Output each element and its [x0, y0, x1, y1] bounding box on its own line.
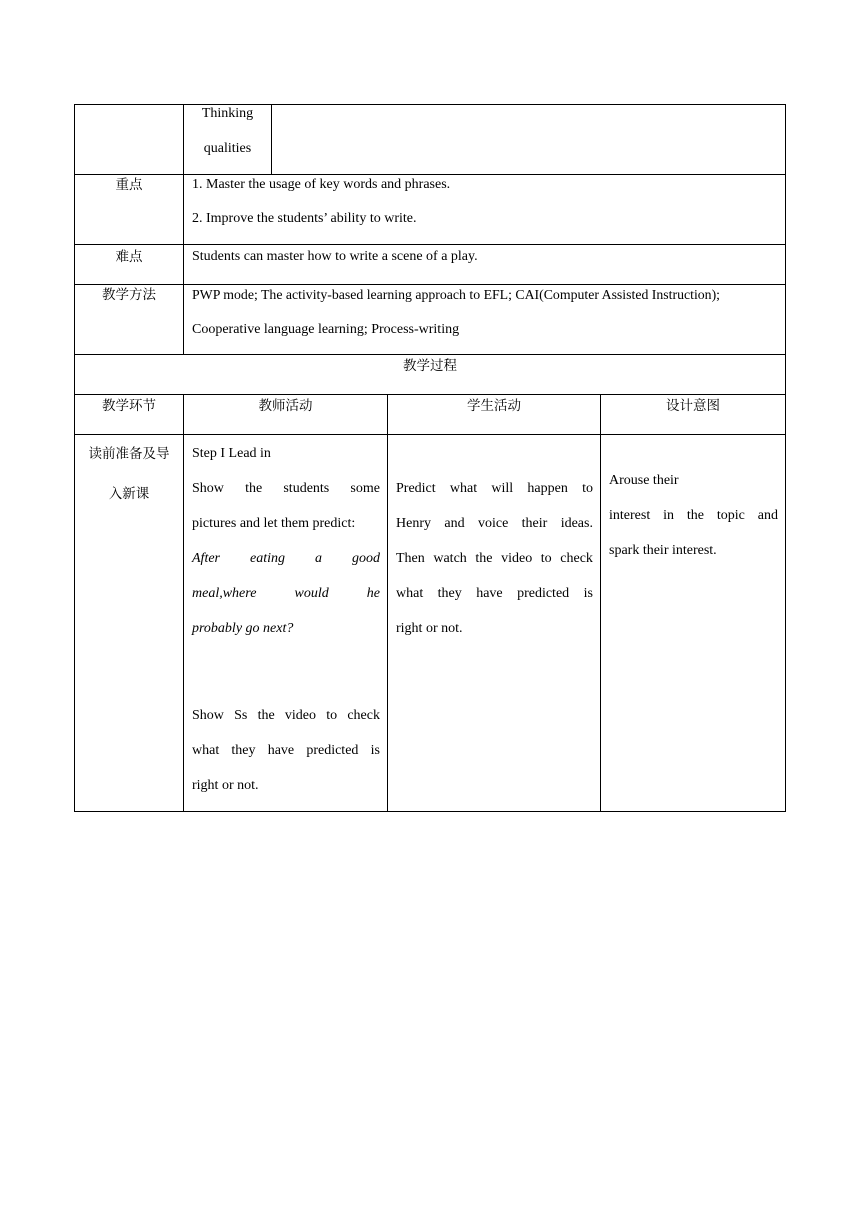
teaching-methods-label: 教学方法 [102, 287, 156, 303]
key-points-label: 重点 [115, 177, 143, 193]
col-divider [600, 394, 601, 812]
word: After [192, 551, 220, 566]
word: Show [192, 481, 224, 496]
header-design-intent: 设计意图 [666, 398, 720, 414]
word: predicted [306, 743, 359, 758]
word: Ss [234, 708, 248, 723]
row-divider [74, 284, 786, 285]
stage-name: 入新课 [108, 486, 150, 502]
word: Then [396, 551, 425, 566]
word: the [257, 708, 275, 723]
word: to [582, 481, 593, 496]
teaching-process-title: 教学过程 [403, 358, 457, 374]
word: video [284, 708, 317, 723]
stage-name: 读前准备及导 [88, 446, 170, 462]
teacher-question: probably go next? [192, 621, 294, 636]
word: voice [477, 516, 509, 531]
col-divider [387, 394, 388, 812]
col-divider [271, 104, 272, 175]
row-divider [74, 244, 786, 245]
table-border-bottom [74, 811, 786, 812]
row-divider [74, 174, 786, 175]
teacher-activity-text [192, 708, 380, 724]
word: Henry [396, 516, 431, 531]
word: is [370, 743, 380, 758]
header-stage: 教学环节 [102, 398, 156, 414]
word: their [521, 516, 548, 531]
word: what [396, 586, 424, 601]
table-border-top [74, 104, 786, 105]
word: a [315, 551, 322, 566]
word: to [540, 551, 552, 566]
table-border-right [785, 104, 786, 812]
word: happen [527, 481, 568, 496]
word: ideas. [560, 516, 593, 531]
word: have [476, 586, 503, 601]
lesson-plan-table [74, 104, 786, 812]
teacher-activity-text [192, 481, 380, 497]
word: to [326, 708, 338, 723]
word: and [757, 508, 778, 523]
thinking-qualities-label: qualities [203, 141, 252, 156]
word: would [294, 586, 329, 601]
word: in [663, 508, 674, 523]
difficult-points-label: 难点 [115, 249, 143, 265]
word: students [283, 481, 330, 496]
word: eating [250, 551, 285, 566]
student-activity-text [396, 481, 593, 497]
col-divider [183, 394, 184, 812]
row-divider [74, 354, 786, 355]
student-activity-text [396, 586, 593, 602]
word: good [352, 551, 380, 566]
word: check [560, 551, 593, 566]
design-intent-text [609, 508, 778, 524]
teacher-step-title: Step I Lead in [192, 446, 271, 461]
word: the [475, 551, 493, 566]
word: topic [716, 508, 745, 523]
teacher-activity-text [192, 743, 380, 759]
word: what [449, 481, 478, 496]
student-activity-text [396, 516, 593, 532]
word: they [437, 586, 462, 601]
word: Show [192, 708, 224, 723]
word: video [501, 551, 533, 566]
teacher-question [192, 551, 380, 567]
word: and [444, 516, 465, 531]
teacher-activity-text: right or not. [192, 778, 259, 793]
word: some [350, 481, 380, 496]
header-student-activity: 学生活动 [467, 398, 521, 414]
word: check [347, 708, 380, 723]
word: Predict [396, 481, 436, 496]
header-teacher-activity: 教师活动 [258, 398, 313, 414]
design-intent-text: spark their interest. [609, 543, 717, 558]
word: will [491, 481, 514, 496]
key-point-item: 2. Improve the students’ ability to write. [192, 211, 417, 226]
row-divider [74, 434, 786, 435]
word: have [267, 743, 295, 758]
design-intent-text: Arouse their [609, 473, 679, 488]
word: meal,where [192, 586, 257, 601]
word: watch [433, 551, 467, 566]
word: is [583, 586, 593, 601]
student-activity-text [396, 551, 593, 567]
difficult-points-text: Students can master how to write a scene of a play. [192, 249, 478, 264]
teaching-methods-text: Cooperative language learning; Process-writing [192, 322, 460, 337]
row-divider [74, 394, 786, 395]
teacher-question [192, 586, 380, 602]
thinking-qualities-label: Thinking [201, 106, 254, 121]
word: predicted [517, 586, 570, 601]
student-activity-text: right or not. [396, 621, 463, 636]
word: what [192, 743, 220, 758]
word: the [245, 481, 263, 496]
word: he [366, 586, 380, 601]
teaching-methods-text: PWP mode; The activity-based learning approach to EFL; CAI(Computer Assisted Instruction); [192, 287, 721, 302]
word: they [231, 743, 256, 758]
teacher-activity-text: pictures and let them predict: [192, 516, 356, 531]
word: the [686, 508, 704, 523]
key-point-item: 1. Master the usage of key words and phrases. [192, 177, 451, 192]
word: interest [609, 508, 651, 523]
